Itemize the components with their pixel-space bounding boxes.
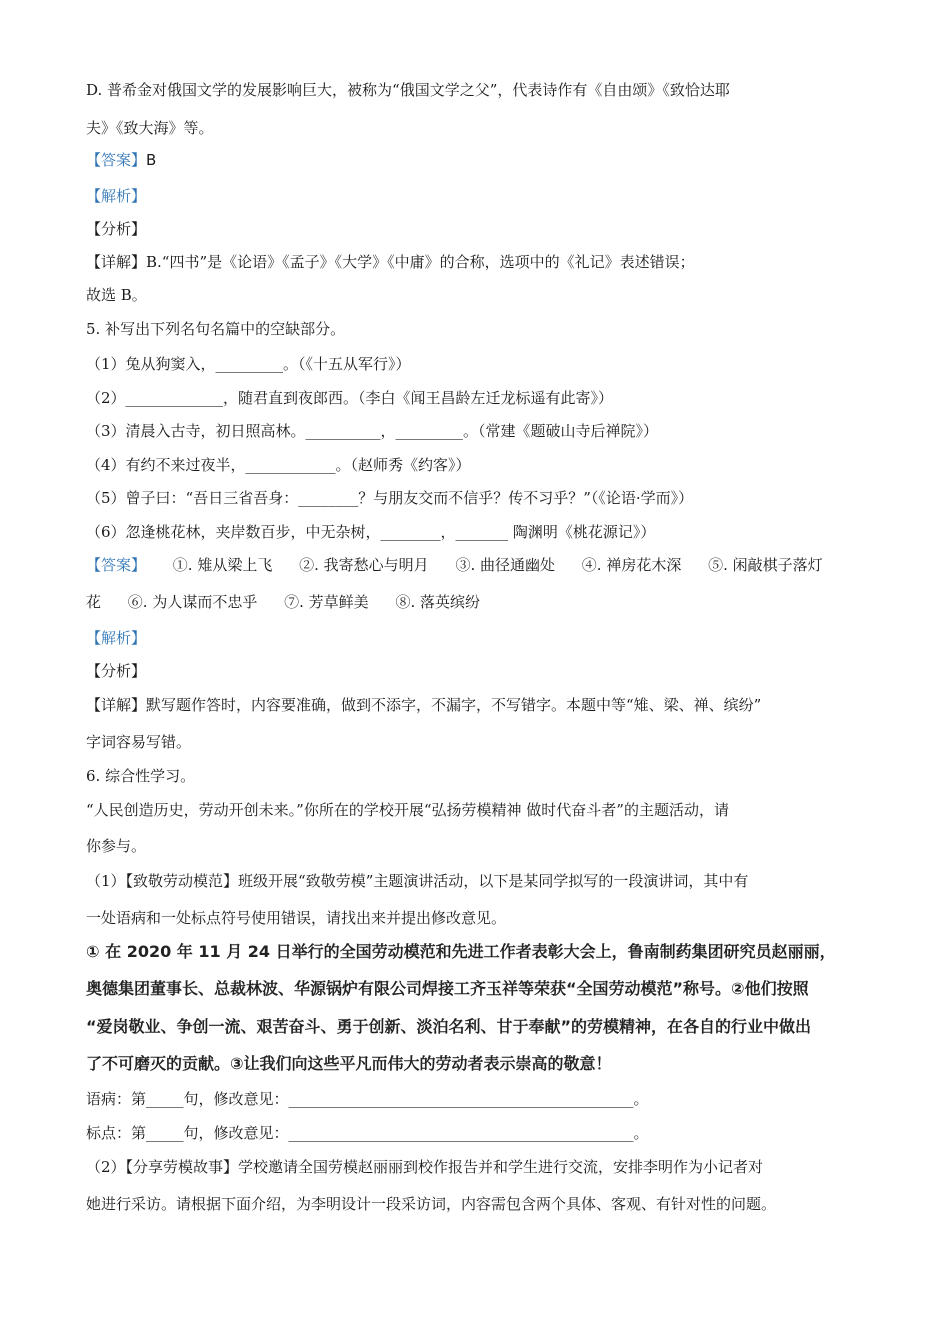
detail-line1: 【详解】B.“四书”是《论语》《孟子》《大学》《中庸》的合称，选项中的《礼记》表述错误； [86,253,695,271]
answer-line-q5-cont [86,591,502,613]
q6-sub1-line2: 一处语病和一处标点符号使用错误，请找出来并提出修改意见。 [86,909,507,927]
answer-item: ①. 雉从梁上飞 [172,556,273,574]
fenxi-label: 【分析】 [86,220,147,238]
option-d-line1: D. 普希金对俄国文学的发展影响巨大，被称为“俄国文学之父”，代表诗作有《自由颂》《致恰达耶 [86,81,730,99]
detail-line2: 故选 B。 [86,286,147,304]
speech-passage-line3: “爱岗敬业、争创一流、艰苦奋斗、勇于创新、淡泊名利、甘于奉献”的劳模精神，在各自的行业中做出 [86,1017,812,1036]
analysis-label: 【解析】 [86,629,147,647]
q6-sub2-line1: （2）【分享劳模故事】学校邀请全国劳模赵丽丽到校作报告并和学生进行交流，安排李明作为小记者对 [86,1158,764,1176]
analysis-label: 【解析】 [86,187,147,205]
q5-item-5: （5）曾子曰：“吾日三省吾身：________？与朋友交而不信乎？传不习乎？”（《论语·学而》） [86,489,694,507]
answer-item: ⑧. 落英缤纷 [395,593,480,611]
q6-intro-line2: 你参与。 [86,837,147,855]
answer-item: ④. 禅房花木深 [581,556,682,574]
q6-intro-line1: “人民创造历史，劳动开创未来。”你所在的学校开展“弘扬劳模精神 做时代奋斗者”的主题活动，请 [86,801,729,819]
answer-label: 【答案】 [86,151,147,169]
fenxi-label: 【分析】 [86,662,147,680]
q6-sub2-line2: 她进行采访。请根据下面介绍，为李明设计一段采访词，内容需包含两个具体、客观、有针对性的问题。 [86,1195,777,1213]
q6-sub1-line1: （1）【致敬劳动模范】班级开展“致敬劳模”主题演讲活动，以下是某同学拟写的一段演讲词，其中有 [86,872,749,890]
question-5-title: 5. 补写出下列名句名篇中的空缺部分。 [86,320,346,338]
answer-value: B [146,151,157,169]
answer-item: 花 [86,593,102,611]
punctuation-error-blank: 标点：第_____句，修改意见：______________________________________________。 [86,1124,649,1142]
answer-item: ⑥. 为人谋而不忠乎 [127,593,258,611]
answer-line-q4 [86,149,156,171]
speech-passage-line4: 了不可磨灭的贡献。③让我们向这些平凡而伟大的劳动者表示崇高的敬意！ [86,1054,612,1073]
answer-label: 【答案】 [86,556,147,574]
question-6-title: 6. 综合性学习。 [86,767,196,785]
q5-item-6: （6）忽逢桃花林，夹岸数百步，中无杂树，________，_______ 陶渊明《桃花源记》） [86,523,656,541]
grammar-error-blank: 语病：第_____句，修改意见：______________________________________________。 [86,1090,649,1108]
answer-item: ②. 我寄愁心与明月 [299,556,429,574]
option-d-line2: 夫》《致大海》等。 [86,119,214,137]
speech-passage-line2: 奥德集团董事长、总裁林波、华源锅炉有限公司焊接工齐玉祥等荣获“全国劳动模范”称号。②他们按照 [86,979,809,998]
detail-line1: 【详解】默写题作答时，内容要准确，做到不添字，不漏字，不写错字。本题中等“雉、梁、禅、缤纷” [86,696,762,714]
q5-item-3: （3）清晨入古寺，初日照高林。__________，_________。（常建《题破山寺后禅院》） [86,422,659,440]
q5-item-1: （1）兔从狗窦入，_________。（《十五从军行》） [86,355,411,373]
speech-passage-line1: ① 在 2020 年 11 月 24 日举行的全国劳动模范和先进工作者表彰大会上，鲁南制药集团研究员赵丽丽， [86,942,836,961]
answer-item: ⑦. 芳草鲜美 [284,593,369,611]
q5-item-4: （4）有约不来过夜半，____________。（赵师秀《约客》） [86,456,471,474]
q5-item-2: （2）_____________，随君直到夜郎西。（李白《闻王昌龄左迁龙标遥有此寄》） [86,389,614,407]
answer-item: ③. 曲径通幽处 [455,556,555,574]
answer-line-q5 [86,554,823,576]
detail-line2: 字词容易写错。 [86,733,192,751]
answer-item: ⑤. 闲敲棋子落灯 [708,556,823,574]
